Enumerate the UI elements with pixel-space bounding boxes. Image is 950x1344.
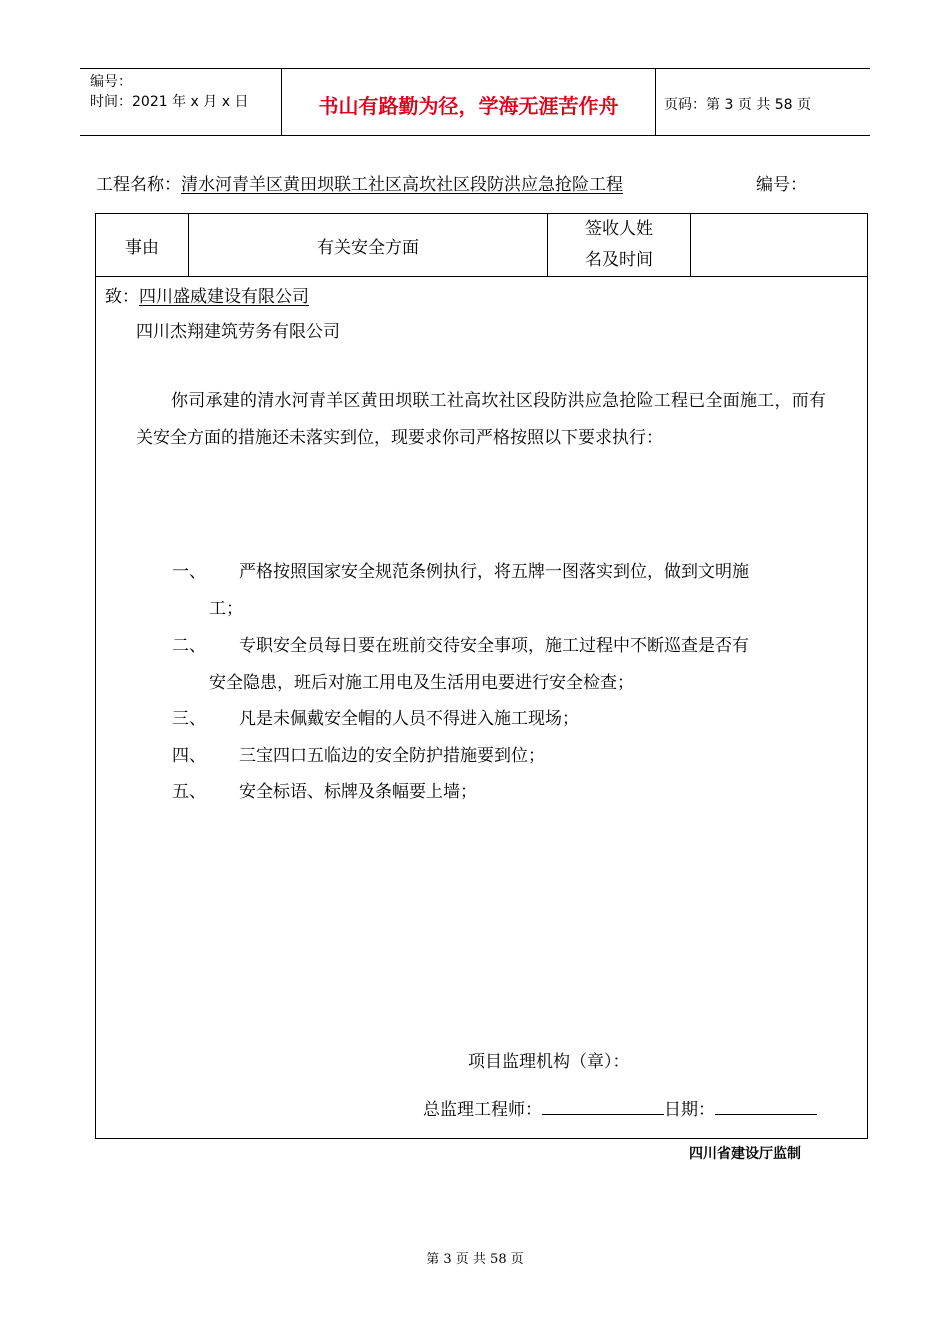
page-footer: 第 3 页 共 58 页 bbox=[426, 1252, 524, 1267]
list-item-continuation: 工； bbox=[209, 599, 243, 619]
recipient-line bbox=[105, 282, 309, 307]
engineer-label: 总监理工程师： bbox=[423, 1100, 542, 1120]
recipient-value: 四川盛威建设有限公司 bbox=[139, 287, 309, 307]
letter-paragraph: 你司承建的清水河青羊区黄田坝联工社高坎社区段防洪应急抢险工程已全面施工，而有关安全方面的措施还未落实到位，现要求你司严格按照以下要求执行： bbox=[136, 391, 826, 448]
maker-note: 四川省建设厅监制 bbox=[689, 1146, 801, 1162]
engineer-blank[interactable] bbox=[542, 1097, 664, 1115]
list-item bbox=[172, 774, 832, 811]
recipient-label: 致： bbox=[105, 287, 139, 307]
seal-label: 项目监理机构（章）： bbox=[468, 1052, 630, 1072]
signee-field bbox=[691, 214, 867, 276]
project-name-line bbox=[96, 170, 623, 195]
list-item-text: 三宝四口五临边的安全防护措施要到位； bbox=[239, 746, 545, 766]
header-time: 时间：2021 年 x 月 x 日 bbox=[90, 94, 249, 110]
list-item-text: 严格按照国家安全规范条例执行，将五牌一图落实到位，做到文明施 bbox=[239, 562, 749, 582]
subject-value: 有关安全方面 bbox=[189, 214, 548, 276]
header-number-label: 编号： bbox=[90, 74, 132, 90]
list-item-number: 三、 bbox=[172, 709, 206, 729]
list-item bbox=[172, 628, 832, 702]
list-item-text: 专职安全员每日要在班前交待安全事项，施工过程中不断巡查是否有 bbox=[239, 636, 749, 656]
header-page-info: 页码：第 3 页 共 58 页 bbox=[664, 97, 811, 113]
cc-recipient: 四川杰翔建筑劳务有限公司 bbox=[136, 322, 340, 342]
signee-label-line1: 签收人姓 bbox=[585, 219, 653, 239]
list-item-continuation: 安全隐患，班后对施工用电及生活用电要进行安全检查； bbox=[209, 673, 634, 693]
header-motto: 书山有路勤为径，学海无涯苦作舟 bbox=[281, 69, 656, 135]
signee-label bbox=[548, 214, 691, 276]
list-item-text: 凡是未佩戴安全帽的人员不得进入施工现场； bbox=[239, 709, 579, 729]
signee-label-line2: 名及时间 bbox=[585, 250, 653, 270]
list-item bbox=[172, 701, 832, 738]
project-name-value: 清水河青羊区黄田坝联工社区高坎社区段防洪应急抢险工程 bbox=[181, 175, 623, 195]
list-item-number: 五、 bbox=[172, 782, 206, 802]
list-item-number: 四、 bbox=[172, 746, 206, 766]
date-label: 日期： bbox=[664, 1100, 715, 1120]
reason-label: 事由 bbox=[96, 214, 189, 276]
project-name-label: 工程名称： bbox=[96, 175, 181, 195]
page-header bbox=[80, 68, 870, 136]
list-item-text: 安全标语、标牌及条幅要上墙； bbox=[239, 782, 477, 802]
letter-body bbox=[96, 277, 867, 1138]
notice-table bbox=[95, 213, 868, 1139]
table-header-row bbox=[96, 214, 867, 277]
project-number-label: 编号： bbox=[756, 175, 807, 195]
list-item-number: 一、 bbox=[172, 562, 206, 582]
list-item bbox=[172, 554, 832, 628]
header-meta bbox=[80, 69, 281, 135]
list-item-number: 二、 bbox=[172, 636, 206, 656]
signature-line bbox=[423, 1095, 817, 1120]
list-item bbox=[172, 738, 832, 775]
date-blank[interactable] bbox=[715, 1097, 817, 1115]
